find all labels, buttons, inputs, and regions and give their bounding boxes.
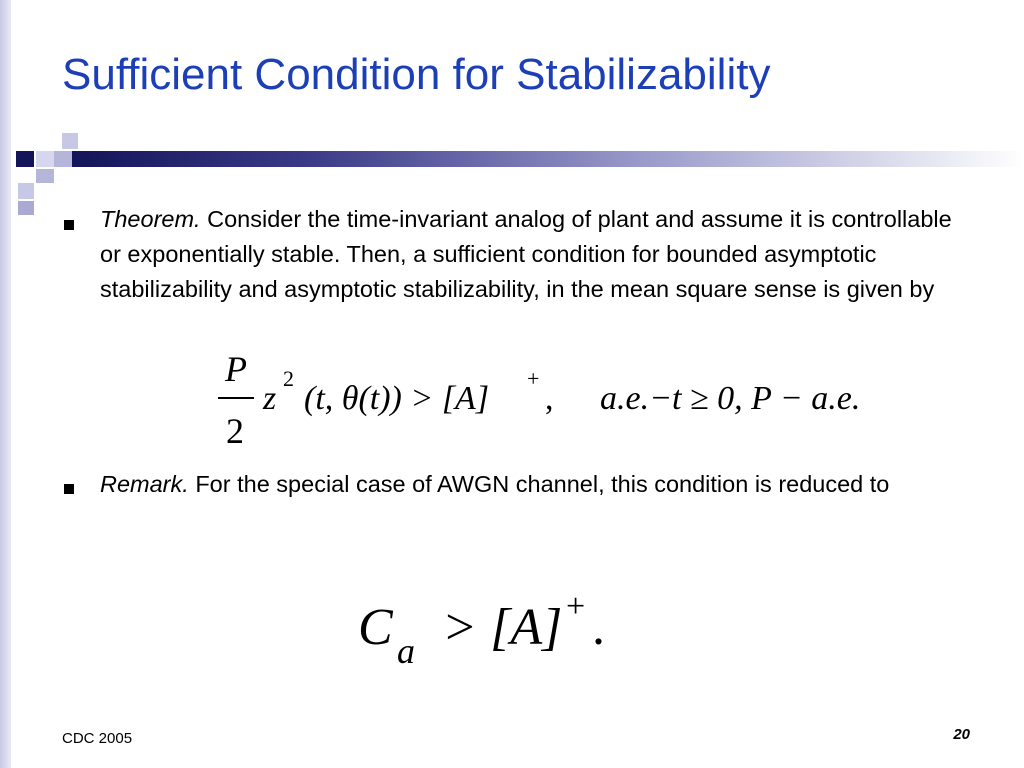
eq2-plus: + (566, 588, 586, 625)
eq2-C: C (358, 599, 393, 656)
page-number: 20 (953, 726, 970, 743)
remark-label: Remark. (100, 471, 189, 497)
left-stripe (0, 0, 11, 768)
slide-title: Sufficient Condition for Stabilizability (62, 50, 771, 99)
deco-square (18, 183, 34, 199)
eq1-comma: , (545, 380, 554, 417)
eq2-relation: > [A] (442, 599, 563, 656)
deco-square (36, 151, 54, 167)
remark-text: For the special case of AWGN channel, this condition is reduced to (195, 471, 890, 497)
theorem-label: Theorem. (100, 206, 201, 232)
title-underline-bar (72, 151, 1024, 167)
footer-conference: CDC 2005 (62, 730, 133, 747)
deco-square (16, 151, 34, 167)
eq2-subscript: a (397, 631, 415, 671)
theorem-paragraph (100, 202, 970, 307)
eq1-plus: + (527, 366, 540, 391)
eq1-frac-denominator: 2 (226, 411, 244, 451)
eq1-condition: a.e.−t ≥ 0, P − a.e. (600, 380, 861, 417)
bullet-marker (64, 484, 74, 494)
remark-paragraph (100, 467, 970, 502)
eq1-args: (t, θ(t)) > [A] (304, 380, 490, 417)
eq1-z: z (263, 380, 277, 417)
theorem-text: Consider the time-invariant analog of plant and assume it is controllable or exponentially stable. Then, a sufficient condition for bounded asymptotic stabilizability and asymptotic stabilizability, in the mean square sense is given by (100, 206, 952, 302)
eq1-frac-numerator: P (225, 349, 247, 389)
eq2-dot: . (592, 599, 605, 656)
eq1-frac-line (218, 397, 254, 399)
deco-square (36, 169, 54, 183)
deco-square (62, 133, 78, 149)
bullet-marker (64, 220, 74, 230)
deco-square (18, 201, 34, 215)
eq1-z-exponent: 2 (283, 366, 294, 391)
deco-square (54, 151, 72, 167)
